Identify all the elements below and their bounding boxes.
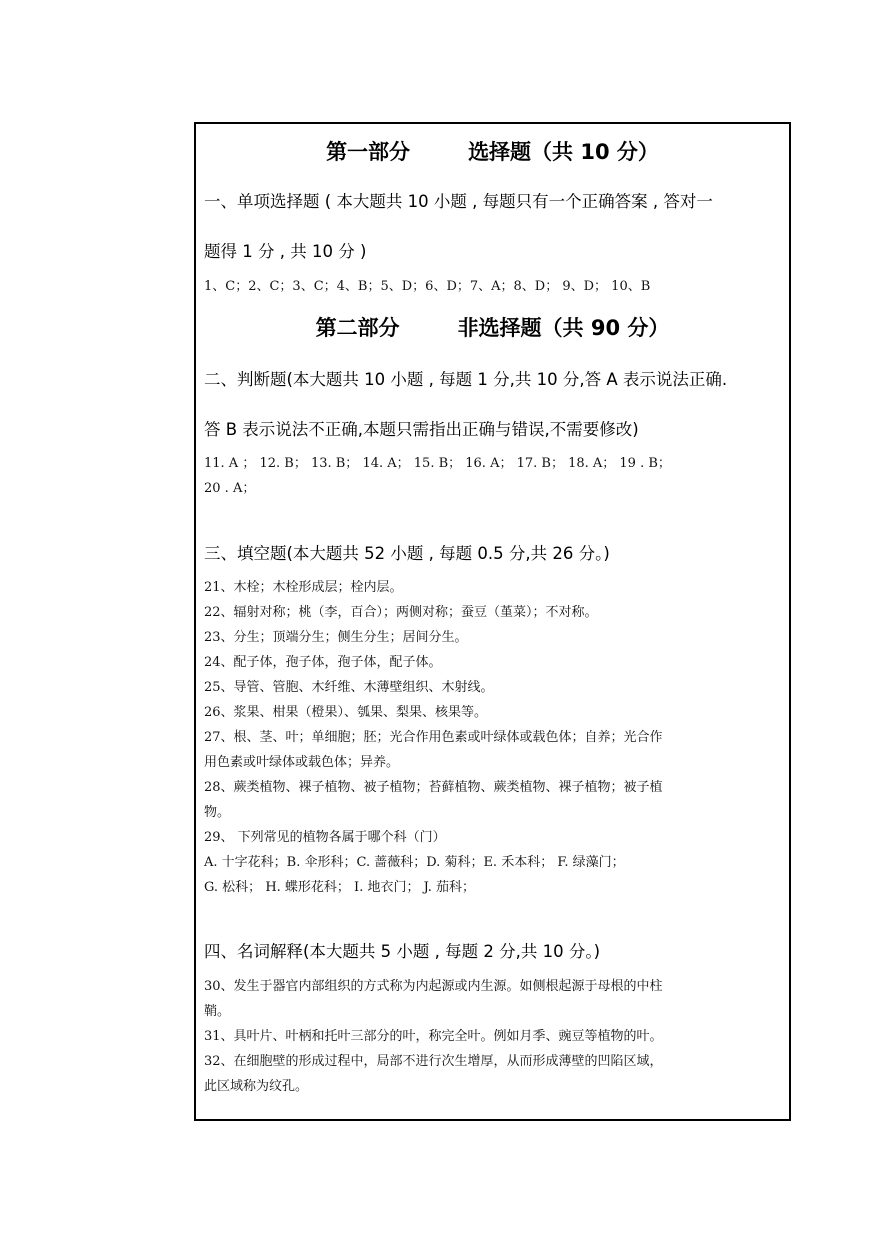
section-one-heading-line1: 一、单项选择题 ( 本大题共 10 小题 , 每题只有一个正确答案 , 答对一 <box>204 192 713 211</box>
answer-line: 22、辐射对称；桃（李，百合）；两侧对称；蚕豆（堇菜）；不对称。 <box>204 605 598 620</box>
section-two-answers <box>204 451 781 501</box>
answer-line: 29、 下列常见的植物各属于哪个科（门） <box>204 830 446 845</box>
answers-line: 20 . A； <box>204 481 256 496</box>
answer-line: 31、具叶片、叶柄和托叶三部分的叶，称完全叶。例如月季、豌豆等植物的叶。 <box>204 1029 663 1044</box>
answer-line: 用色素或叶绿体或载色体；异养。 <box>204 755 400 770</box>
answer-line: 物。 <box>204 805 231 820</box>
answer-line: 32、在细胞壁的形成过程中，局部不进行次生增厚，从而形成薄壁的凹陷区域， <box>204 1054 663 1069</box>
section-two-heading-line2: 答 B 表示说法不正确,本题只需指出正确与错误,不需要修改) <box>204 420 639 439</box>
answer-line: 此区域称为纹孔。 <box>204 1079 309 1094</box>
answer-line: 30、发生于器官内部组织的方式称为内起源或内生源。如侧根起源于母根的中柱 <box>204 979 663 994</box>
section-one-heading-line2: 题得 1 分 , 共 10 分 ) <box>204 242 367 261</box>
answer-line: 23、分生；顶端分生；侧生分生；居间分生。 <box>204 630 468 645</box>
part-two-label: 第二部分 <box>315 316 400 340</box>
answer-line: 24、配子体，孢子体，孢子体，配子体。 <box>204 655 442 670</box>
section-two-heading-line1: 二、判断题(本大题共 10 小题 , 每题 1 分,共 10 分,答 A 表示说法正确. <box>204 370 728 389</box>
section-one-answers <box>204 274 781 299</box>
part-one-label: 第一部分 <box>326 140 411 164</box>
answer-line: A. 十字花科；B. 伞形科；C. 蔷薇科；D. 菊科；E. 禾本科； F. 绿藻门； <box>204 855 625 870</box>
section-four-heading: 四、名词解释(本大题共 5 小题 , 每题 2 分,共 10 分。) <box>204 942 601 961</box>
answers-line: 1、C；2、C；3、C；4、B；5、D；6、D；7、A；8、D； 9、D； 10、B <box>204 279 651 294</box>
section-four-answers <box>204 974 781 1099</box>
answer-line: 28、蕨类植物、裸子植物、被子植物；苔藓植物、蕨类植物、裸子植物；被子植 <box>204 780 663 795</box>
answer-line: 21、木栓；木栓形成层；栓内层。 <box>204 580 403 595</box>
section-three-answers <box>204 575 781 900</box>
part-one-subtitle: 选择题（共 10 分） <box>468 140 659 164</box>
answer-sheet-frame <box>194 122 791 1121</box>
part-two-subtitle: 非选择题（共 90 分） <box>457 316 670 340</box>
part-two-title <box>204 312 781 342</box>
answer-line: 26、浆果、柑果（橙果）、瓠果、梨果、核果等。 <box>204 705 488 720</box>
section-three-heading: 三、填空题(本大题共 52 小题 , 每题 0.5 分,共 26 分。) <box>204 544 610 563</box>
answer-line: 25、导管、管胞、木纤维、木薄壁组织、木射线。 <box>204 680 494 695</box>
part-one-title <box>204 136 781 166</box>
answer-line: G. 松科； H. 蝶形花科； I. 地衣门； J. 茄科； <box>204 880 476 895</box>
answers-line: 11. A ； 12. B； 13. B； 14. A； 15. B； 16. A； 17. B； 18. A； 19 . B； <box>204 456 671 471</box>
answer-line: 鞘。 <box>204 1004 231 1019</box>
answer-line: 27、根、茎、叶；单细胞；胚；光合作用色素或叶绿体或载色体；自养；光合作 <box>204 730 663 745</box>
